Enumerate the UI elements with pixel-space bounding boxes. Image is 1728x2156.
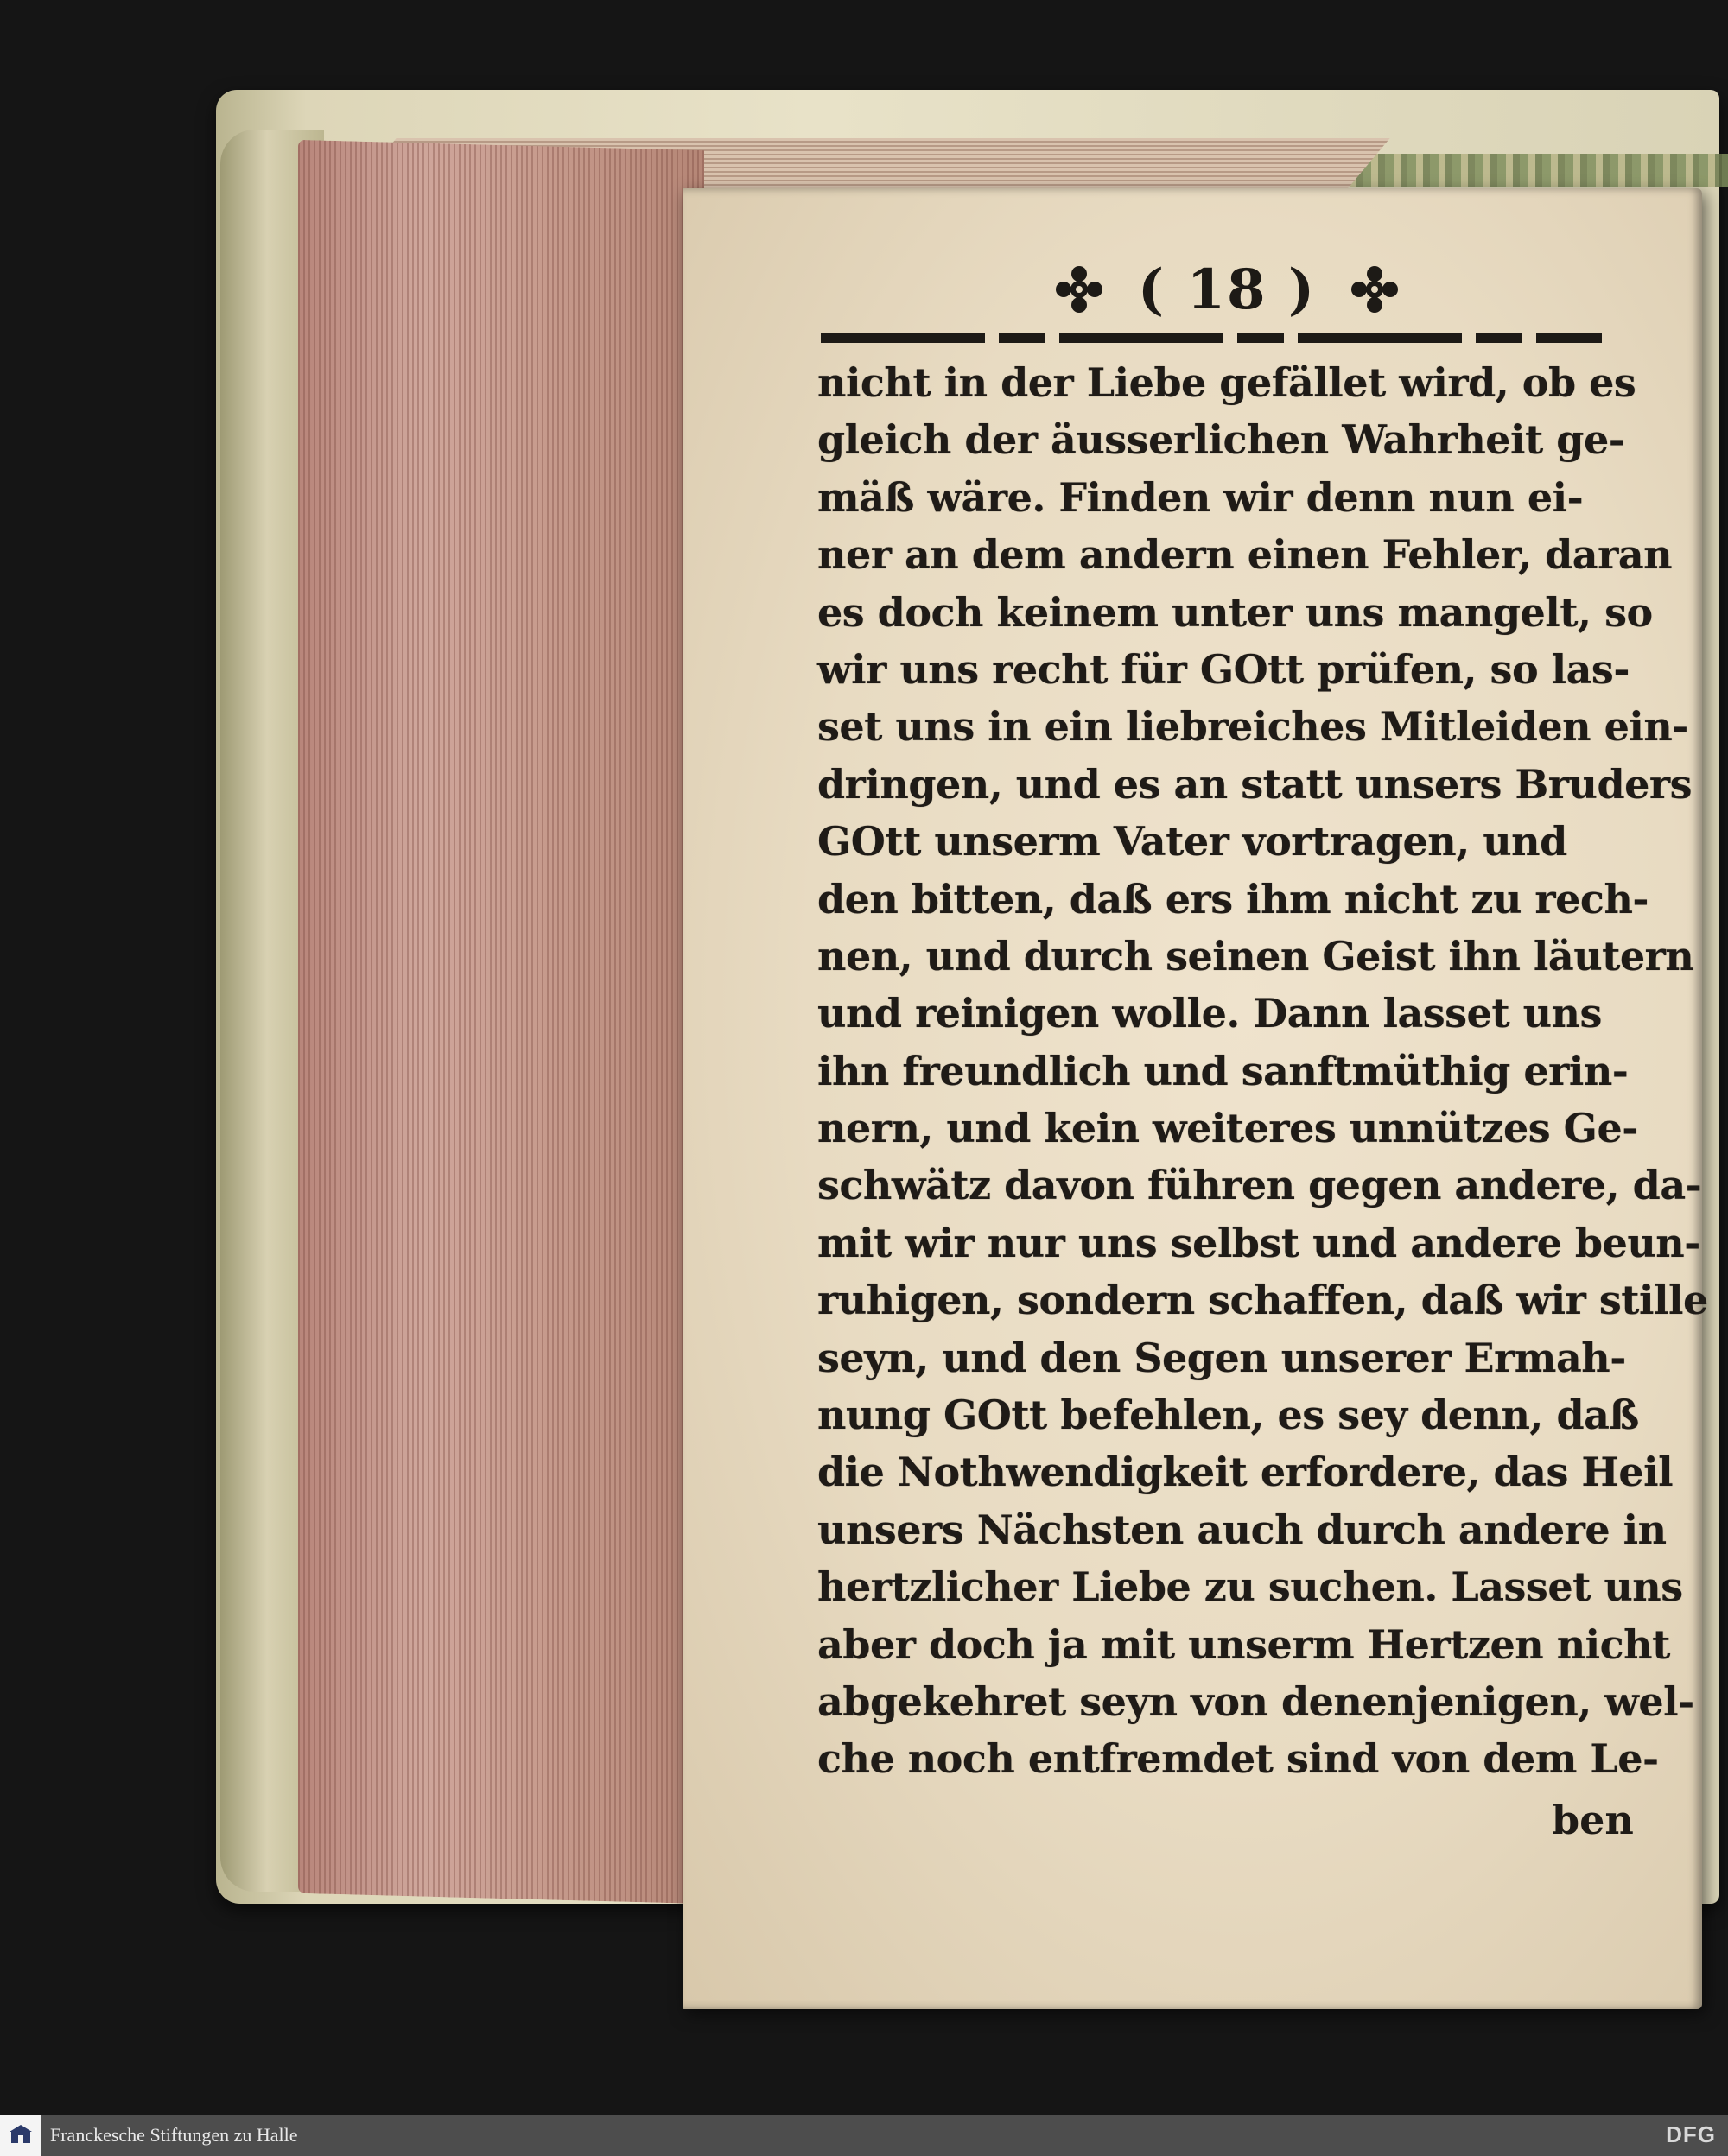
catchword: ben <box>1552 1797 1634 1843</box>
text-line: den bitten, daß ers ihm nicht zu rech- <box>817 875 1649 923</box>
text-line: wir uns recht für GOtt prüfen, so las- <box>817 645 1630 693</box>
text-line: aber doch ja mit unserm Hertzen nicht <box>817 1620 1670 1668</box>
text-line: nicht in der Liebe gefället wird, ob es <box>817 359 1636 406</box>
page-header <box>1020 250 1434 328</box>
headband <box>1318 154 1728 187</box>
text-line: ner an dem andern einen Fehler, daran <box>817 531 1673 579</box>
text-line: mit wir nur uns selbst und andere beun- <box>817 1219 1700 1266</box>
text-line: und reinigen wolle. Dann lasset uns <box>817 990 1602 1037</box>
institution-name: Franckesche Stiftungen zu Halle <box>50 2124 298 2146</box>
text-line: ruhigen, sondern schaffen, daß wir stille <box>817 1277 1708 1324</box>
page-number: ( 18 ) <box>1137 257 1317 322</box>
page-edges <box>298 140 704 1904</box>
text-line: schwätz davon führen gegen andere, da- <box>817 1162 1702 1209</box>
institution-logo-icon[interactable] <box>0 2115 41 2156</box>
text-line: abgekehret seyn von denenjenigen, wel- <box>817 1677 1694 1725</box>
dfg-logo[interactable]: DFG <box>1666 2121 1716 2147</box>
text-line: nen, und durch seinen Geist ihn läutern <box>817 932 1694 980</box>
text-line: seyn, und den Segen unserer Ermah- <box>817 1334 1626 1381</box>
text-line: GOtt unserm Vater vortragen, und <box>817 818 1567 866</box>
text-line: es doch keinem unter uns mangelt, so <box>817 588 1653 636</box>
flower-ornament-icon <box>1350 265 1399 314</box>
text-line: hertzlicher Liebe zu suchen. Lasset uns <box>817 1563 1683 1611</box>
text-line: mäß wäre. Finden wir denn nun ei- <box>817 473 1584 521</box>
text-line: gleich der äusserlichen Wahrheit ge- <box>817 416 1625 464</box>
text-line: nung GOtt befehlen, es sey denn, daß <box>817 1392 1639 1439</box>
header-rule <box>821 333 1602 343</box>
text-line: ihn freundlich und sanftmüthig erin- <box>817 1047 1629 1094</box>
text-line: che noch entfremdet sind von dem Le- <box>817 1735 1659 1783</box>
text-line: unsers Nächsten auch durch andere in <box>817 1506 1667 1553</box>
body-text <box>817 354 1708 1788</box>
text-line: set uns in ein liebreiches Mitleiden ein- <box>817 703 1688 751</box>
text-line: dringen, und es an statt unsers Bruders <box>817 760 1693 808</box>
text-line: nern, und kein weiteres unnützes Ge- <box>817 1105 1638 1152</box>
text-line: die Nothwendigkeit erfordere, das Heil <box>817 1449 1674 1496</box>
flower-ornament-icon <box>1055 265 1103 314</box>
viewer-footer <box>0 2115 1728 2156</box>
